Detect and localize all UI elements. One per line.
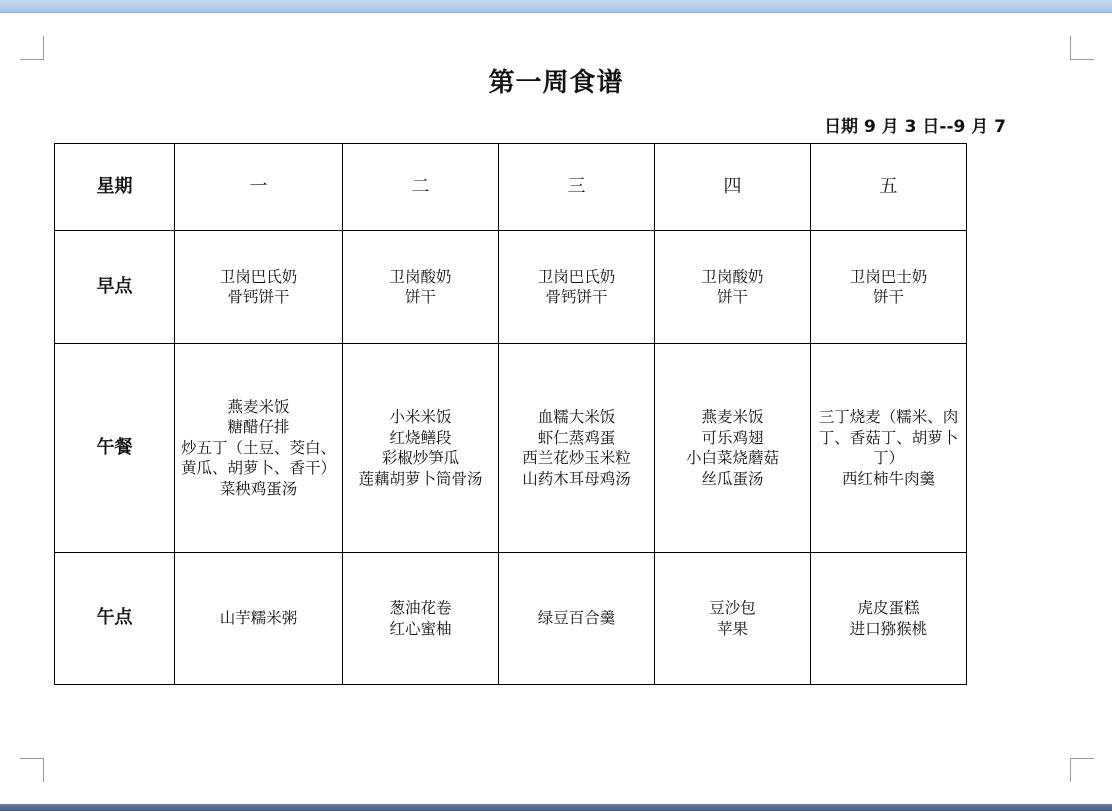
window-top-edge bbox=[0, 0, 1112, 13]
dish-line: 莲藕胡萝卜筒骨汤 bbox=[358, 469, 483, 488]
meal-label: 午餐 bbox=[55, 344, 175, 553]
dish-line: 小白菜烧蘑菇 bbox=[685, 449, 779, 467]
dish-line: 三丁烧麦（糯米、肉 bbox=[818, 408, 959, 426]
dish-line: 苹果 bbox=[716, 619, 748, 638]
dish-line: 绿豆百合羹 bbox=[537, 609, 616, 628]
menu-cell bbox=[343, 553, 499, 685]
dish-line: 红烧鳝段 bbox=[389, 428, 452, 447]
page-title: 第一周食谱 bbox=[488, 68, 624, 98]
weekday-header-cell: 星期 bbox=[55, 144, 175, 231]
menu-cell bbox=[343, 231, 499, 344]
menu-cell bbox=[175, 344, 343, 553]
meal-row-lunch bbox=[55, 344, 967, 553]
dish-line: 可乐鸡翅 bbox=[701, 428, 764, 447]
dish-line: 虎皮蛋糕 bbox=[857, 599, 920, 617]
dish-line: 血糯大米饭 bbox=[537, 408, 616, 426]
dish-line: 山芋糯米粥 bbox=[219, 609, 298, 628]
menu-cell bbox=[499, 344, 655, 553]
menu-cell bbox=[655, 231, 811, 344]
dish-line: 卫岗酸奶 bbox=[701, 267, 764, 286]
dish-line: 卫岗巴氏奶 bbox=[219, 267, 298, 286]
dish-line: 饼干 bbox=[404, 288, 436, 306]
dish-line: 饼干 bbox=[716, 288, 748, 306]
meal-row-afternoon-snack bbox=[55, 553, 967, 685]
menu-cell bbox=[343, 344, 499, 553]
dish-line: 虾仁蒸鸡蛋 bbox=[537, 428, 616, 447]
dish-line: 葱油花卷 bbox=[389, 599, 452, 617]
dish-line: 丁） bbox=[872, 449, 904, 467]
dish-line: 丝瓜蛋汤 bbox=[701, 469, 764, 488]
dish-line: 卫岗酸奶 bbox=[389, 267, 452, 286]
dish-line: 红心蜜柚 bbox=[389, 619, 452, 638]
menu-cell bbox=[175, 231, 343, 344]
dish-line: 豆沙包 bbox=[709, 599, 756, 617]
dish-line: 燕麦米饭 bbox=[701, 408, 764, 426]
margin-corner-bottom-right bbox=[1070, 758, 1094, 782]
dish-line: 菜秧鸡蛋汤 bbox=[219, 479, 298, 498]
dish-line: 丁、香菇丁、胡萝卜 bbox=[818, 428, 959, 447]
menu-cell bbox=[175, 553, 343, 685]
dish-line: 燕麦米饭 bbox=[227, 397, 290, 416]
dish-line: 西兰花炒玉米粒 bbox=[522, 449, 631, 467]
dish-line: 黄瓜、胡萝卜、香干） bbox=[180, 459, 336, 478]
dish-line: 小米米饭 bbox=[389, 408, 452, 426]
dish-line: 炒五丁（土豆、茭白、 bbox=[180, 438, 336, 457]
day-header-2: 二 bbox=[343, 144, 499, 231]
dish-line: 卫岗巴氏奶 bbox=[537, 267, 616, 286]
menu-cell bbox=[811, 344, 967, 553]
dish-line: 西红柿牛肉羹 bbox=[841, 469, 935, 488]
menu-cell bbox=[811, 553, 967, 685]
window-bottom-edge bbox=[0, 804, 1112, 811]
margin-corner-top-right bbox=[1070, 36, 1094, 60]
dish-line: 彩椒炒笋瓜 bbox=[381, 449, 460, 467]
dish-line: 饼干 bbox=[872, 288, 904, 306]
margin-corner-top-left bbox=[20, 36, 44, 60]
menu-table bbox=[54, 143, 967, 685]
menu-cell bbox=[499, 231, 655, 344]
meal-label: 午点 bbox=[55, 553, 175, 685]
dish-line: 进口猕猴桃 bbox=[849, 619, 928, 638]
date-range: 日期 9 月 3 日--9 月 7 bbox=[824, 117, 1006, 137]
meal-row-breakfast-snack bbox=[55, 231, 967, 344]
day-header-4: 四 bbox=[655, 144, 811, 231]
dish-line: 骨钙饼干 bbox=[545, 288, 608, 306]
dish-line: 糖醋仔排 bbox=[227, 418, 290, 437]
margin-corner-bottom-left bbox=[20, 758, 44, 782]
menu-cell bbox=[811, 231, 967, 344]
menu-cell bbox=[655, 344, 811, 553]
dish-line: 卫岗巴士奶 bbox=[849, 267, 928, 286]
dish-line: 山药木耳母鸡汤 bbox=[522, 469, 631, 488]
day-header-5: 五 bbox=[811, 144, 967, 231]
menu-cell bbox=[499, 553, 655, 685]
day-header-1: 一 bbox=[175, 144, 343, 231]
meal-label: 早点 bbox=[55, 231, 175, 344]
header-row bbox=[55, 144, 967, 231]
dish-line: 骨钙饼干 bbox=[227, 288, 290, 306]
menu-cell bbox=[655, 553, 811, 685]
day-header-3: 三 bbox=[499, 144, 655, 231]
